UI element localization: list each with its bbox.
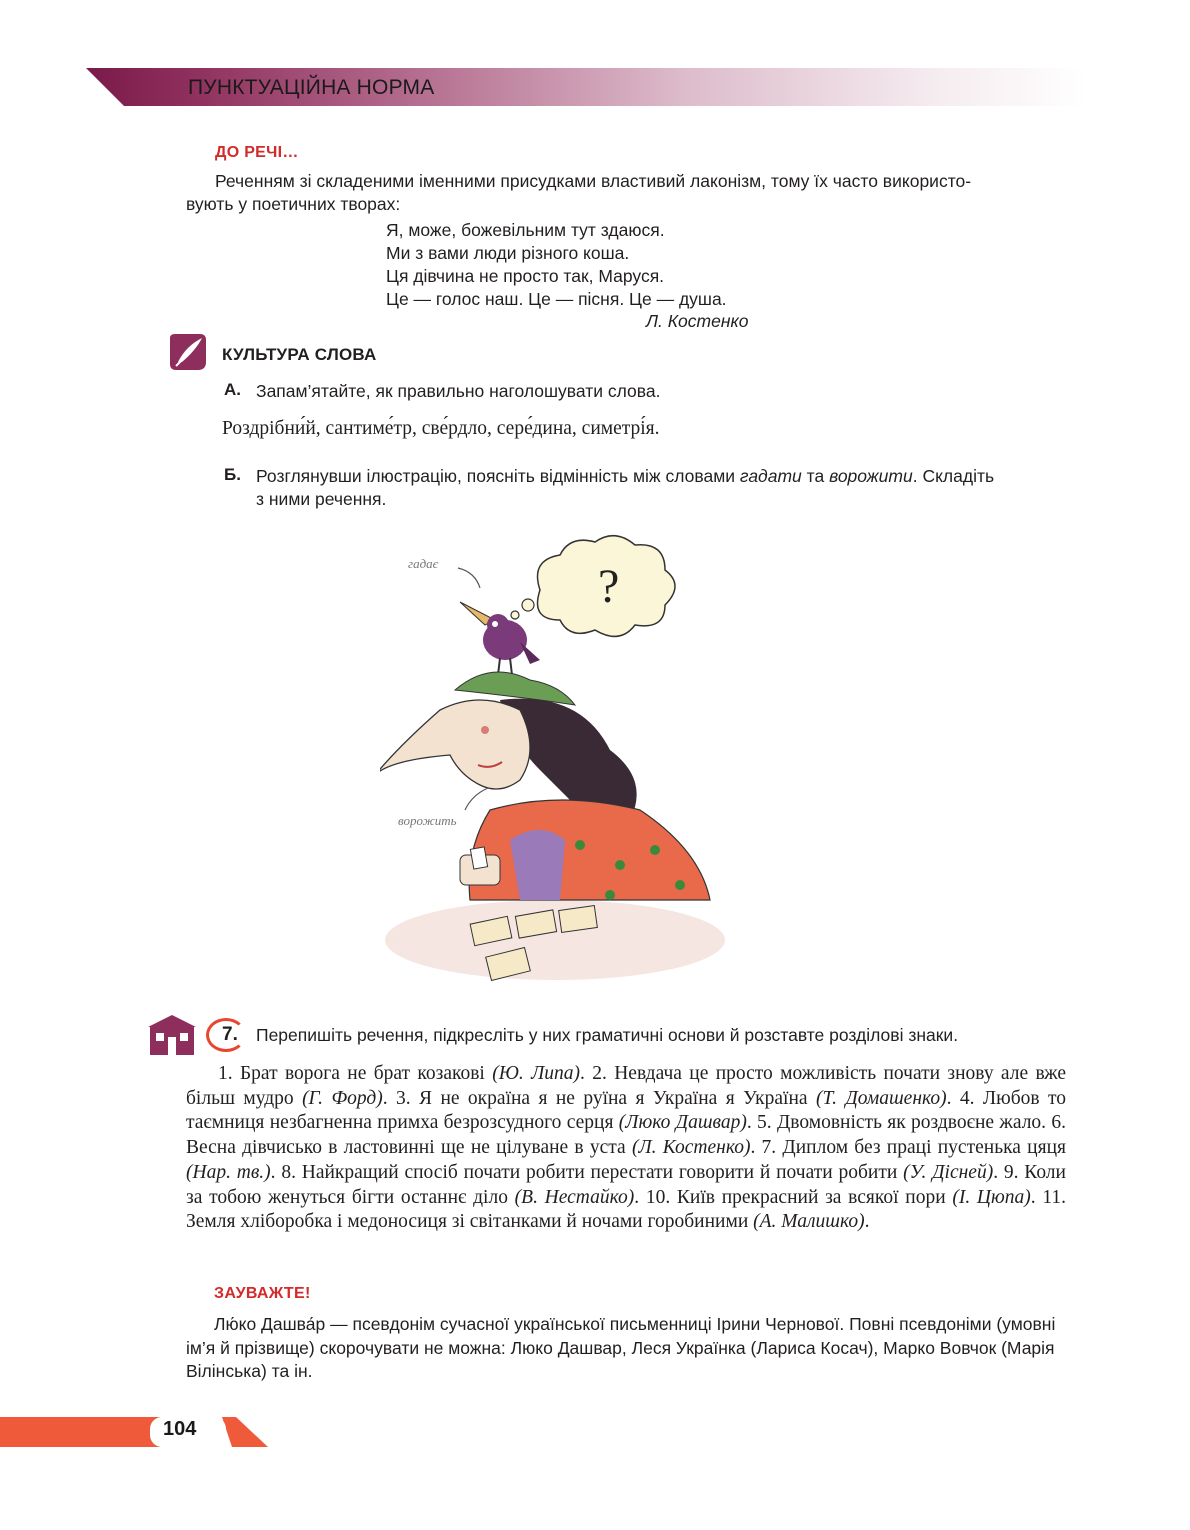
sentence-author: (Нар. тв.) xyxy=(186,1161,271,1183)
sentence-text: . 7. Диплом без праці пустенька цяця xyxy=(750,1137,1066,1159)
culture-heading: КУЛЬТУРА СЛОВА xyxy=(222,345,377,364)
poem-line: Я, може, божевільним тут здаюся. xyxy=(386,220,665,240)
question-mark: ? xyxy=(598,560,620,613)
quill-scroll-icon xyxy=(166,332,210,372)
sentence-author: (А. Малишко) xyxy=(753,1211,865,1233)
sentence-author: (І. Цюпа) xyxy=(952,1186,1031,1208)
note-paragraph: Лю́ко Дашва́р — псевдонім сучасної української письменниці Ірини Чернової. Повні псевдоніми (умовні ім’я й прізвище) скорочувати не можна: Люко Дашвар, Леся Українка (Лариса Косач), Марко Вовчок (Марія Вілінська) та ін. xyxy=(186,1314,1056,1381)
exercise-sentences xyxy=(186,1062,1066,1235)
task-b-marker: Б. xyxy=(224,465,241,484)
task-b-text: Розглянувши ілюстрацію, поясніть відмінність між словами гадати та ворожити. Складіть xyxy=(256,466,995,486)
sentence-text: . 11. Земля хліборобка і медоносиця зі світанками й ночами горобиними xyxy=(186,1186,1067,1233)
by-the-way-text-line2: вують у поетичних творах: xyxy=(186,194,401,214)
sentence-text: . 8. Найкращий спосіб почати робити перестати говорити й почати робити xyxy=(270,1161,904,1183)
sentence-text: . 2. Невдача це просто можливість почати знову але вже більш мудро xyxy=(186,1063,1067,1109)
poem-line: Ця дівчина не просто так, Маруся. xyxy=(386,266,665,286)
sentence-author: (У. Дісней) xyxy=(903,1161,994,1183)
sentence-author: (Л. Костенко) xyxy=(631,1137,751,1159)
task-b-text-line2: з ними речення. xyxy=(256,489,387,509)
task-a-text: Запам’ятайте, як правильно наголошувати слова. xyxy=(256,381,661,401)
label-divines: ворожить xyxy=(398,813,457,828)
sentence-author: (Люко Дашвар) xyxy=(618,1112,747,1134)
poem-line: Ми з вами люди різного коша. xyxy=(386,243,630,263)
fortune-teller-illustration xyxy=(380,520,740,990)
sentence-text: . 3. Я не окраїна я не руїна я Україна я Україна xyxy=(382,1087,816,1109)
page-number: 104 xyxy=(163,1418,197,1440)
stress-words: Роздрібни́й, сантиме́тр, све́рдло, сере́дина, симетрі́я. xyxy=(222,418,660,439)
note-heading: ЗАУВАЖТЕ! xyxy=(214,1285,311,1302)
sentence-text: . 4. Любов то таємниця незбагненна примха безрозсудного серця xyxy=(186,1087,1067,1134)
exercise-task: Перепишіть речення, підкресліть у них граматичні основи й розставте розділові знаки. xyxy=(256,1025,959,1045)
poem-line: Це — голос наш. Це — пісня. Це — душа. xyxy=(386,289,727,309)
sentence-text: 1. Брат ворога не брат козакові xyxy=(218,1063,493,1084)
by-the-way-heading: ДО РЕЧІ… xyxy=(215,144,299,161)
sentence-text: . xyxy=(864,1211,870,1233)
sentence-text: . 5. Двомовність як роздвоєне жало. 6. Весна дівчисько в ластовинні ще не цілуване в уста xyxy=(186,1112,1066,1159)
page-number-band xyxy=(0,1417,268,1447)
poem-author: Л. Костенко xyxy=(646,311,749,331)
sentence-author: (Ю. Липа) xyxy=(492,1063,581,1084)
task-a-marker: А. xyxy=(224,380,241,399)
sentence-author: (В. Нестайко) xyxy=(514,1186,635,1208)
sentence-text: . 10. Київ прекрасний за всякої пори xyxy=(634,1186,953,1208)
house-icon xyxy=(146,1013,198,1057)
sentence-author: (Г. Форд) xyxy=(302,1087,383,1109)
sentence-text: . 9. Коли за тобою женуться бігти останнє діло xyxy=(186,1161,1066,1208)
exercise-number: 7. xyxy=(222,1024,238,1045)
label-guesses: гадає xyxy=(408,556,439,571)
by-the-way-text-line1: Реченням зі складеними іменними присудками властивий лаконізм, тому їх часто використо- xyxy=(215,171,972,191)
sentence-author: (Т. Домашенко) xyxy=(815,1087,947,1109)
note-text xyxy=(186,1313,1066,1384)
page-header-title: ПУНКТУАЦІЙНА НОРМА xyxy=(188,76,435,99)
